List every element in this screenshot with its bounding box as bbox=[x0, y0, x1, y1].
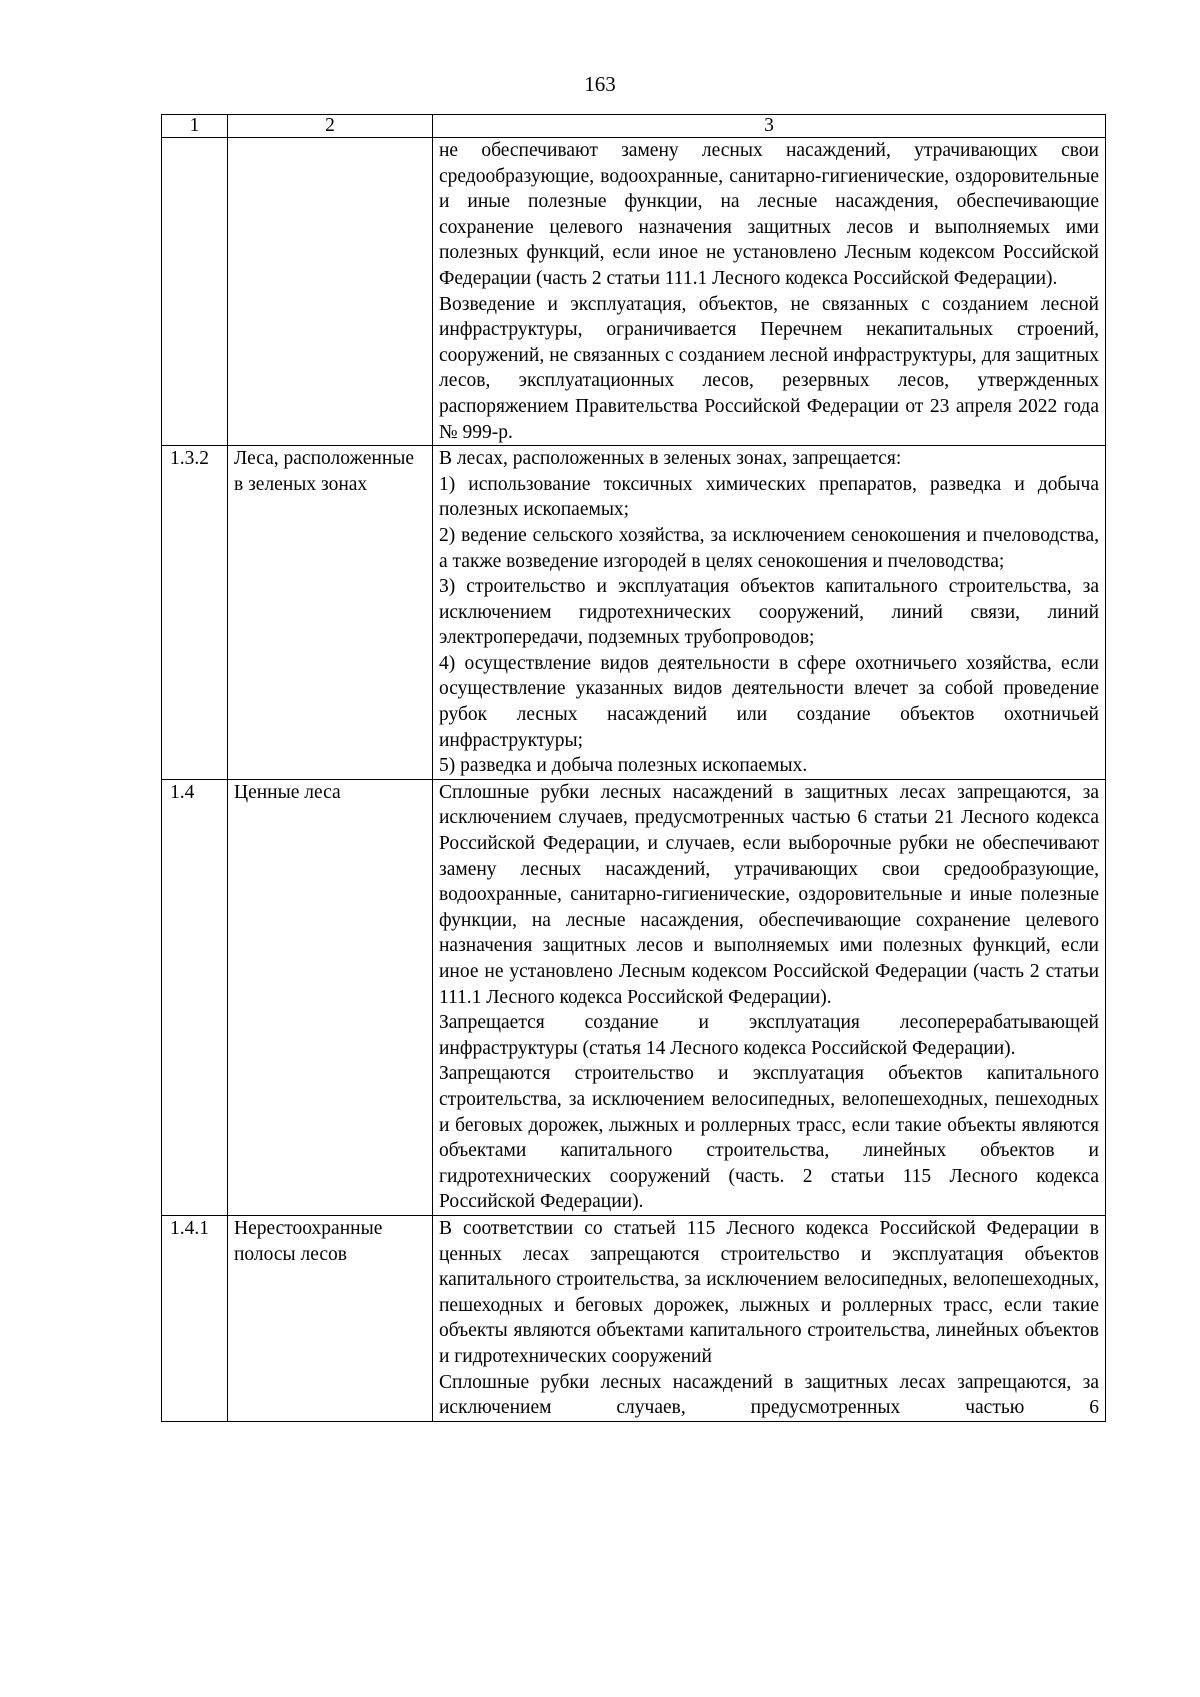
paragraph: 5) разведка и добыча полезных ископаемых. bbox=[439, 755, 808, 777]
paragraph: не обеспечивают замену лесных насаждений, утрачивающих свои средообразующие, водоохранные, санитарно-гигиенические, оздоровительные и иные полезные функции, на лесные насаждения, обеспечивающие сохранение целевого назначения защитных лесов и выполняемых ими полезных функций, если иное не установлено Лесным кодексом Российской Федерации (часть 2 статьи 111.1 Лесного кодекса Российской Федерации). bbox=[439, 140, 1099, 289]
row-text bbox=[433, 446, 1106, 780]
paragraph: Запрещаются строительство и эксплуатация объектов капитального строительства, за исключением велосипедных, велопешеходных, пешеходных и беговых дорожек, лыжных и роллерных трасс, если такие объекты являются объектами капитального строительства, линейных объектов и гидротехнических сооружений (часть. 2 статьи 115 Лесного кодекса Российской Федерации). bbox=[439, 1063, 1099, 1213]
paragraph: Возведение и эксплуатация, объектов, не связанных с созданием лесной инфраструктуры, ограничивается Перечнем некапитальных строений, сооружений, не связанных с созданием лесной инфраструктуры, для защитных лесов, эксплуатационных лесов, резервных лесов, утвержденных распоряжением Правительства Российской Федерации от 23 апреля 2022 года № 999-р. bbox=[439, 293, 1099, 443]
row-number: 1.3.2 bbox=[162, 446, 228, 780]
table-row bbox=[162, 138, 1106, 446]
paragraph: 2) ведение сельского хозяйства, за исключением сенокошения и пчеловодства, а также возведение изгородей в целях сенокошения и пчеловодства; bbox=[439, 524, 1099, 572]
paragraph: 4) осуществление видов деятельности в сфере охотничьего хозяйства, если осуществление указанных видов деятельности влечет за собой проведение рубок лесных насаждений или создание объектов охотничьей инфраструктуры; bbox=[439, 652, 1099, 751]
paragraph: Сплошные рубки лесных насаждений в защитных лесах запрещаются, за исключением случаев, предусмотренных частью 6 статьи 21 Лесного кодекса Российской Федерации, и случаев, если выборочные рубки не обеспечивают замену лесных насаждений, утрачивающих свои средообразующие, водоохранные, санитарно-гигиенические, оздоровительные и иные полезные функции, на лесные насаждения, обеспечивающие сохранение целевого назначения защитных лесов и выполняемых ими полезных функций, если иное не установлено Лесным кодексом Российской Федерации (часть 2 статьи 111.1 Лесного кодекса Российской Федерации). bbox=[439, 781, 1099, 1008]
table-row bbox=[162, 446, 1106, 780]
row-name: Ценные леса bbox=[228, 779, 433, 1215]
table-row bbox=[162, 1215, 1106, 1421]
header-cell-2: 2 bbox=[228, 115, 433, 138]
paragraph: В соответствии со статьей 115 Лесного кодекса Российской Федерации в ценных лесах запрещаются строительство и эксплуатация объектов капитального строительства, за исключением велосипедных, велопешеходных, пешеходных и беговых дорожек, лыжных и роллерных трасс, если такие объекты являются объектами капитального строительства, линейных объектов и гидротехнических сооружений bbox=[439, 1217, 1099, 1367]
row-name bbox=[228, 138, 433, 446]
paragraph: Запрещается создание и эксплуатация лесоперерабатывающей инфраструктуры (статья 14 Лесного кодекса Российской Федерации). bbox=[439, 1012, 1099, 1059]
table-row bbox=[162, 779, 1106, 1215]
header-cell-1: 1 bbox=[162, 115, 228, 138]
document-table bbox=[161, 114, 1106, 1422]
page-number: 163 bbox=[584, 72, 616, 96]
row-text bbox=[433, 138, 1106, 446]
paragraph: 1) использование токсичных химических препаратов, разведка и добыча полезных ископаемых; bbox=[439, 473, 1099, 521]
row-name: Леса, расположенные в зеленых зонах bbox=[228, 446, 433, 780]
paragraph: Сплошные рубки лесных насаждений в защитных лесах запрещаются, за исключением случаев, предусмотренных частью 6 bbox=[439, 1371, 1099, 1419]
row-number bbox=[162, 138, 228, 446]
paragraph: 3) строительство и эксплуатация объектов капитального строительства, за исключением гидротехнических сооружений, линий связи, линий электропередачи, подземных трубопроводов; bbox=[439, 576, 1099, 649]
row-name: Нерестоохранные полосы лесов bbox=[228, 1215, 433, 1421]
header-cell-3: 3 bbox=[433, 115, 1106, 138]
row-number: 1.4.1 bbox=[162, 1215, 228, 1421]
row-text bbox=[433, 779, 1106, 1215]
table-header-row bbox=[162, 115, 1106, 138]
paragraph: В лесах, расположенных в зеленых зонах, запрещается: bbox=[439, 448, 902, 470]
row-text bbox=[433, 1215, 1106, 1421]
row-number: 1.4 bbox=[162, 779, 228, 1215]
